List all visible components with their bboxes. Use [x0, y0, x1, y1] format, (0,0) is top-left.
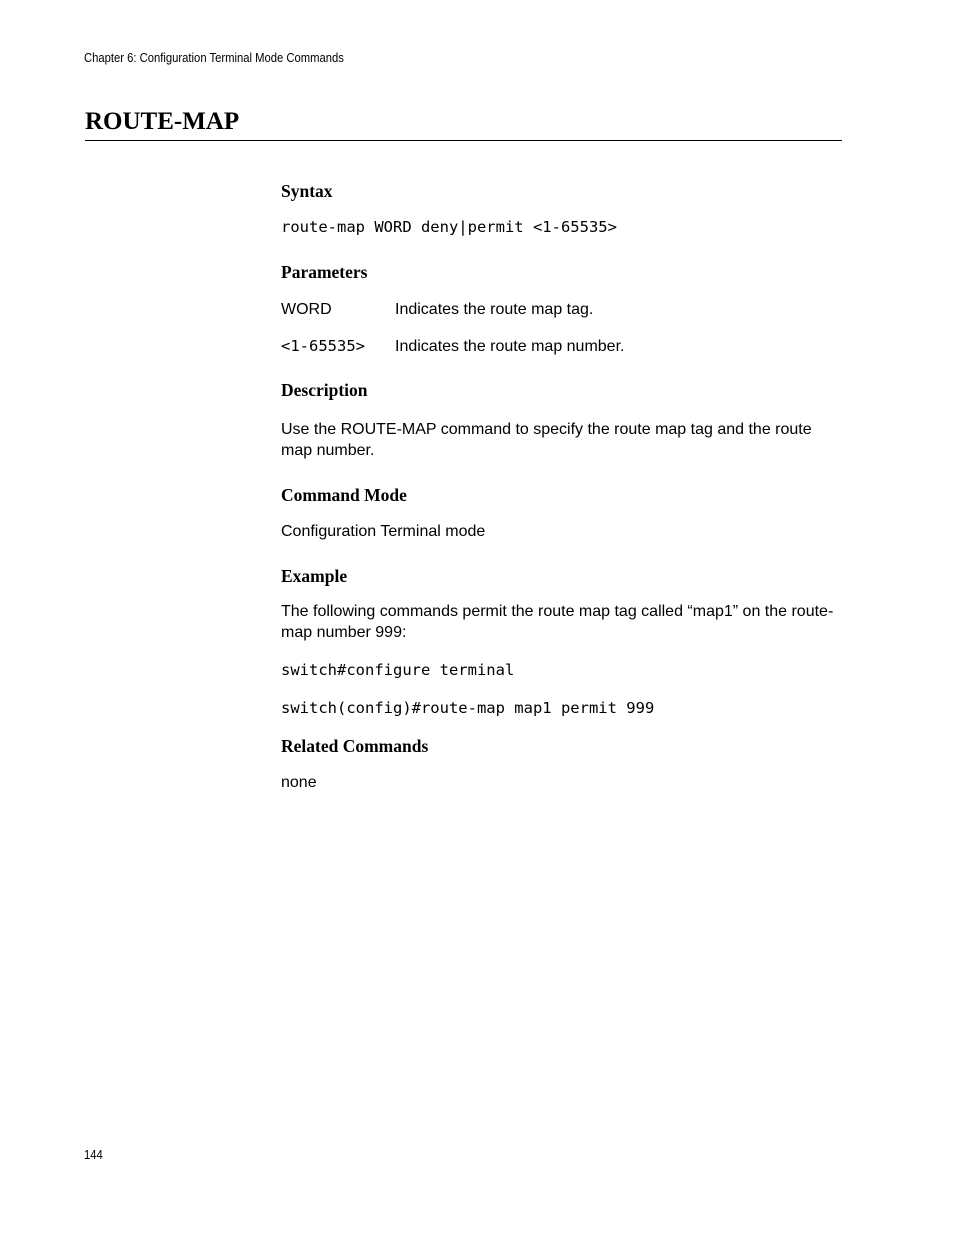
example-text: The following commands permit the route map tag called “map1” on the route-map number 999:	[281, 603, 834, 641]
page-number: 144	[84, 1148, 103, 1162]
command-mode-text: Configuration Terminal mode	[281, 523, 486, 540]
related-commands-heading: Related Commands	[281, 736, 429, 756]
example-command-1: switch#configure terminal	[281, 661, 515, 679]
command-mode-heading: Command Mode	[281, 485, 407, 505]
parameter-description-number: Indicates the route map number.	[395, 338, 625, 355]
running-header: Chapter 6: Configuration Terminal Mode Commands	[84, 51, 344, 65]
parameter-name-number: <1-65535>	[281, 337, 365, 355]
example-command-2: switch(config)#route-map map1 permit 999	[281, 699, 655, 717]
related-commands-text: none	[281, 774, 317, 791]
parameter-name-word: WORD	[281, 301, 332, 318]
syntax-code: route-map WORD deny|permit <1-65535>	[281, 218, 617, 236]
page-title: ROUTE-MAP	[85, 108, 240, 135]
description-heading: Description	[281, 380, 368, 400]
parameters-heading: Parameters	[281, 262, 368, 282]
syntax-heading: Syntax	[281, 181, 333, 201]
description-text: Use the ROUTE-MAP command to specify the route map tag and the route map number.	[281, 421, 812, 459]
title-divider	[85, 140, 842, 141]
example-heading: Example	[281, 566, 348, 586]
parameter-description-word: Indicates the route map tag.	[395, 301, 594, 318]
